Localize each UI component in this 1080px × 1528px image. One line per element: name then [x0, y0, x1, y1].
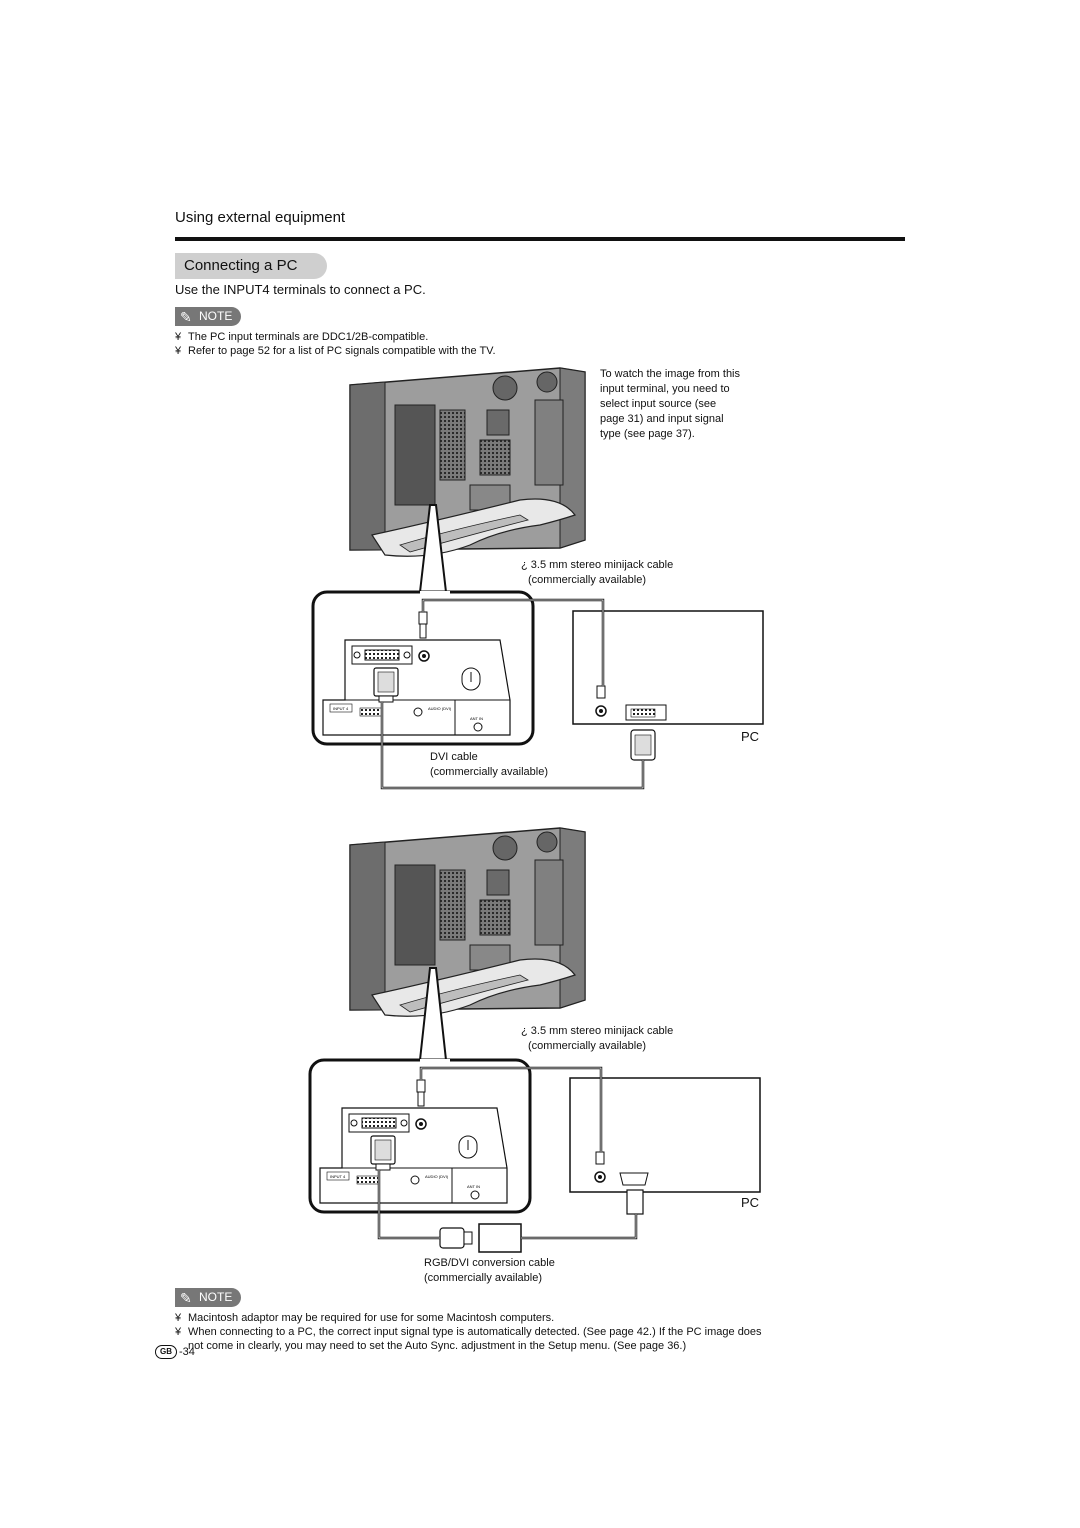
bullet-mark: ¥: [175, 345, 182, 357]
note-label: NOTE: [199, 309, 233, 323]
note-badge-bottom: [175, 1288, 241, 1307]
note-bottom-item-2: [175, 1325, 762, 1340]
note-bottom-item-2-cont: not come in clearly, you may need to set the Auto Sync. adjustment in the Setup menu. (See page 36.): [188, 1340, 687, 1352]
panel-label-ant-in: ANT IN: [467, 1184, 481, 1189]
section-title: Using external equipment: [175, 209, 346, 226]
terminal-panel-1: [313, 591, 533, 744]
note-text: Macintosh adaptor may be required for use for some Macintosh computers.: [188, 1312, 555, 1324]
pencil-icon: ✎: [180, 309, 192, 325]
bullet-mark: ¥: [175, 1312, 182, 1324]
panel-label-input4: INPUT 4: [333, 706, 349, 711]
region-badge: GB: [155, 1345, 177, 1359]
terminal-panel-2: [310, 1059, 530, 1212]
minijack-text: (commercially available): [528, 574, 646, 586]
minijack-text: (commercially available): [528, 1040, 646, 1052]
note-bottom-item-1: [175, 1311, 554, 1326]
watch-note-line: To watch the image from this: [600, 368, 741, 380]
note-text: Refer to page 52 for a list of PC signals compatible with the TV.: [188, 345, 496, 357]
minijack-text: 3.5 mm stereo minijack cable: [530, 559, 674, 571]
heading-connecting-pc: Connecting a PC: [175, 253, 327, 279]
note-label: NOTE: [199, 1290, 233, 1304]
pc-label-1: PC: [741, 729, 760, 744]
watch-note-line: select input source (see: [600, 398, 717, 410]
note-text: The PC input terminals are DDC1/2B-compatible.: [188, 331, 429, 343]
page-number: [155, 1345, 195, 1359]
tv-rear-illustration-2: [350, 828, 585, 1016]
minijack-mark: ¿: [521, 559, 528, 571]
cable-text: (commercially available): [430, 766, 548, 778]
dvi-cable-label: [430, 750, 548, 780]
rgb-cable-2: [521, 1214, 636, 1238]
minijack-mark: ¿: [521, 1025, 528, 1037]
rgb-dvi-cable-label: [424, 1256, 555, 1286]
bullet-mark: ¥: [175, 331, 182, 343]
watch-note-line: page 31) and input signal: [600, 413, 724, 425]
panel-label-input4: INPUT 4: [330, 1174, 346, 1179]
rgb-dvi-adapter: [440, 1224, 521, 1252]
minijack-label-2: [521, 1024, 673, 1054]
cable-text: (commercially available): [424, 1272, 542, 1284]
cable-text: RGB/DVI conversion cable: [424, 1257, 555, 1269]
pc-rear-panel-1: [573, 611, 763, 760]
panel-label-ant-in: ANT IN: [470, 716, 484, 721]
panel-label-audio: AUDIO (DVI): [428, 706, 452, 711]
pc-label-2: PC: [741, 1195, 760, 1210]
note-text: When connecting to a PC, the correct input signal type is automatically detected. (See page 42.) If the PC image does: [188, 1326, 762, 1338]
tv-rear-illustration-1: [350, 368, 585, 556]
page-number-text: -34: [179, 1346, 195, 1358]
cable-text: DVI cable: [430, 751, 478, 763]
watch-note-line: input terminal, you need to: [600, 383, 730, 395]
intro-text: Use the INPUT4 terminals to connect a PC.: [175, 282, 426, 297]
pc-rear-panel-2: [570, 1078, 760, 1214]
minijack-label-1: [521, 558, 673, 588]
pencil-icon: ✎: [180, 1290, 192, 1306]
bullet-mark: ¥: [175, 1326, 182, 1338]
watch-note-line: type (see page 37).: [600, 428, 695, 440]
panel-label-audio: AUDIO (DVI): [425, 1174, 449, 1179]
minijack-text: 3.5 mm stereo minijack cable: [530, 1025, 674, 1037]
